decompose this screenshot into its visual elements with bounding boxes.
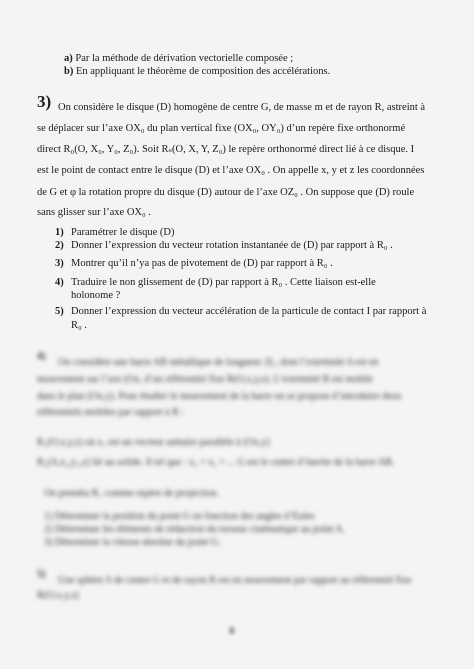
item-a — [64, 52, 293, 65]
exercise-3-question-5 — [55, 305, 426, 318]
exercise-3-line-3: direct R₀(O, X₀, Y₀, Z₀). Soit Rₛ(O, X, Y, Z₀) le repère orthonormé direct lié à ce disque. I — [37, 144, 415, 155]
exercise-5-line-2: R(O,x,y,z) — [37, 590, 79, 601]
exercise-4-question-3: 3) Déterminer la vitesse absolue du point G. — [44, 537, 221, 548]
page-number: 8 — [229, 625, 235, 637]
question-2-number: 2) — [55, 240, 64, 251]
item-a-marker: a) — [64, 53, 73, 64]
item-b — [64, 65, 330, 78]
question-3-text: Montrer qu’il n’ya pas de pivotement de (D) par rapport à R₀ . — [71, 258, 333, 269]
exercise-5-number: 5) — [37, 569, 46, 580]
exercise-3-line-2: se déplacer sur l’axe OX₀ du plan vertical fixe (OX₀, OY₀) d’un repère fixe orthonormé — [37, 123, 406, 134]
exercise-4-line-1: On considère une barre AB métallique de longueur 2L, dont l’extrémité A est en — [58, 357, 379, 368]
exercise-4-def-2: R₂(A,x₂,y₂,z) lié au solide. Il tel que : x₂ = x₁ = ... G est le centre d’inertie de la barre AB. — [37, 457, 395, 468]
item-b-text: En appliquant le théorème de composition des accélérations. — [75, 66, 331, 77]
question-4-text-2: holonome ? — [71, 290, 121, 301]
question-4-number: 4) — [55, 277, 64, 288]
item-a-text: Par la méthode de dérivation vectorielle composée ; — [75, 53, 294, 64]
exercise-3-question-4 — [55, 276, 376, 289]
item-b-marker: b) — [64, 66, 74, 77]
question-2-text: Donner l’expression du vecteur rotation instantanée de (D) par rapport à R₀ . — [71, 240, 393, 251]
exercise-3-line-1: On considère le disque (D) homogène de centre G, de masse m et de rayon R, astreint à — [58, 102, 426, 113]
exercise-3-line-4: est le point de contact entre le disque (D) et l’axe OX₀ . On appelle x, y et z les coordonnées — [37, 165, 425, 176]
exercise-4-line-3: dans le plan (Ox,y). Pour étudier le mouvement de la barre on se propose d’introduire deux — [37, 391, 402, 402]
exercise-3-question-3 — [55, 257, 333, 270]
question-3-number: 3) — [55, 258, 64, 269]
question-1-number: 1) — [55, 227, 64, 238]
exercise-3-line-6: sans glisser sur l’axe OX₀ . — [37, 207, 151, 218]
exercise-3-line-5: de G et φ la rotation propre du disque (D) autour de l’axe OZ₀ . On suppose que (D) roule — [37, 187, 415, 198]
exercise-4-question-1: 1) Déterminer la position du point G en fonction des angles d’Euler. — [44, 511, 317, 522]
exercise-3-number: 3) — [37, 92, 52, 111]
exercise-5-line-1: Une sphère S de centre G et de rayon R est en mouvement par rapport au référentiel fixe — [58, 575, 412, 586]
question-4-text-1: Traduire le non glissement de (D) par rapport à R₀ . Cette liaison est-elle — [71, 277, 376, 288]
exercise-3-question-1 — [55, 226, 175, 239]
question-5-text-1: Donner l’expression du vecteur accélération de la particule de contact I par rapport à — [71, 306, 427, 317]
exercise-4-def-1: R₁(O,x,y,z) où x₁ est un vecteur unitaire parallèle à (Ox,y) — [37, 437, 270, 448]
exercise-4-number: 4) — [37, 351, 46, 362]
exercise-3-question-2 — [55, 239, 393, 252]
question-1-text: Paramétrer le disque (D) — [71, 227, 175, 238]
exercise-4-note: On prendra R₁ comme repère de projection. — [44, 488, 219, 499]
question-5-number: 5) — [55, 306, 64, 317]
exercise-4-question-2: 2) Déterminer les éléments de réduction du torseur cinématique au point A. — [44, 524, 346, 535]
exercise-4-line-4: référentiels mobiles par rapport à R : — [37, 407, 185, 418]
exercise-4-line-2: mouvement sur l’axe (Ox, d’un référentiel fixe R(O,x,y,z). L’extrémité B est mobile — [37, 374, 374, 385]
question-5-text-2: R₀ . — [71, 320, 87, 331]
